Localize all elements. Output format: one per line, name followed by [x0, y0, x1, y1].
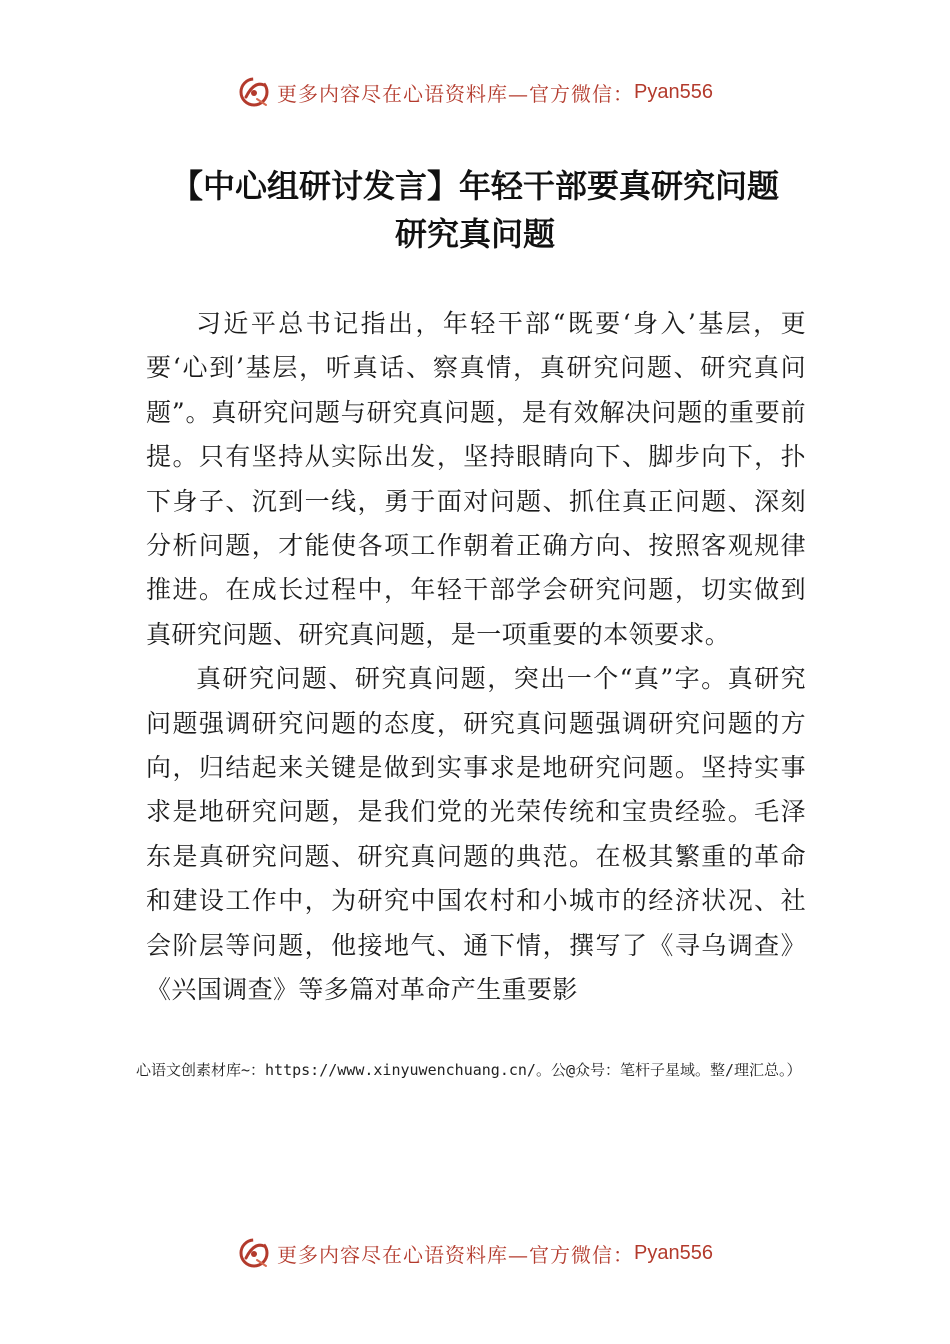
footer-banner-code: Pyan556: [634, 1241, 713, 1264]
document-title: [100, 162, 850, 258]
document-body: [146, 302, 806, 1013]
footer-banner-text: 更多内容尽在心语资料库—官方微信：: [277, 1242, 635, 1267]
header-banner-text: 更多内容尽在心语资料库—官方微信：: [277, 81, 635, 106]
footer-logo-icon: [237, 1236, 271, 1270]
header-banner: [0, 70, 950, 114]
brand-logo-icon: [237, 75, 271, 109]
footer-banner: [0, 1231, 950, 1275]
title-line-1: 【中心组研讨发言】年轻干部要真研究问题: [170, 167, 779, 205]
title-line-2: 研究真问题: [394, 215, 555, 253]
paragraph-2: 真研究问题、研究真问题，突出一个“真”字。真研究问题强调研究问题的态度，研究真问题强调研究问题的方向，归结起来关键是做到实事求是地研究问题。坚持实事求是地研究问题，是我们党的光荣传统和宝贵经验。毛泽东是真研究问题、研究真问题的典范。在极其繁重的革命和建设工作中，为研究中国农村和小城市的经济状况、社会阶层等问题，他接地气、通下情，撰写了《寻乌调查》《兴国调查》等多篇对革命产生重要影: [146, 664, 806, 1005]
source-footnote: 心语文创素材库~：https://www.xinyuwenchuang.cn/。公@众号：笔杆子星域。整/理汇总。）: [136, 1061, 802, 1079]
paragraph-1: 习近平总书记指出，年轻干部“既要‘身入’基层，更要‘心到’基层，听真话、察真情，真研究问题、研究真问题”。真研究问题与研究真问题，是有效解决问题的重要前提。只有坚持从实际出发，坚持眼睛向下、脚步向下，扑下身子、沉到一线，勇于面对问题、抓住真正问题、深刻分析问题，才能使各项工作朝着正确方向、按照客观规律推进。在成长过程中，年轻干部学会研究问题，切实做到真研究问题、研究真问题，是一项重要的本领要求。: [146, 309, 806, 649]
header-banner-code: Pyan556: [634, 80, 713, 103]
